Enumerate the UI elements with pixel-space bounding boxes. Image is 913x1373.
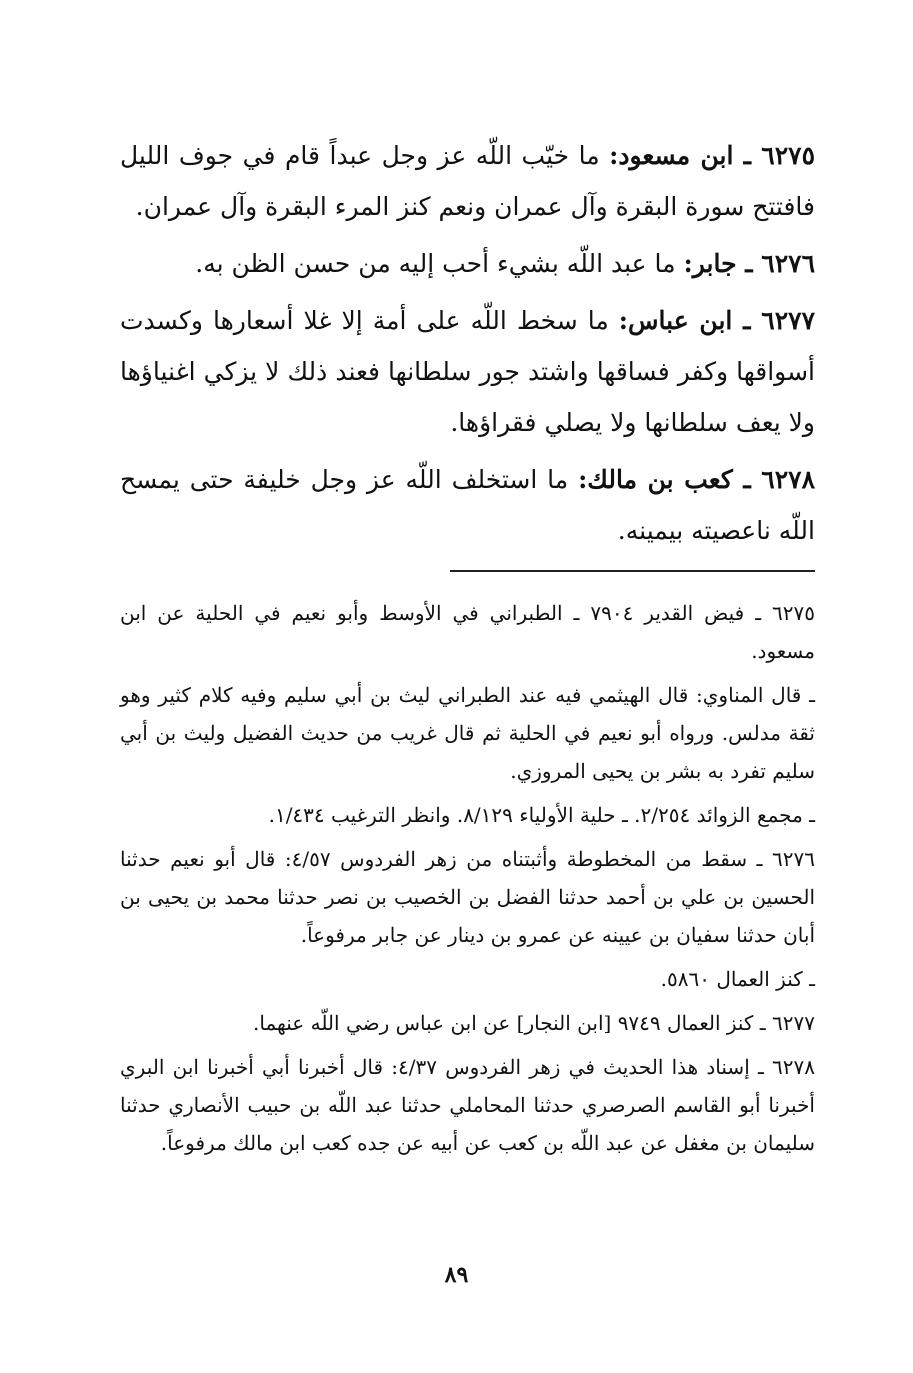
entry-text: ما سخط اللّه على أمة إلا غلا أسعارها وكسدت أسواقها وكفر فساقها واشتد جور سلطانها فعند ذلك لا يزكي اغنياؤها ولا يعف سلطانها ولا يصلي فقراؤها. — [120, 306, 815, 437]
entry-heading: ٦٢٧٦ ـ جابر: — [683, 249, 815, 278]
hadith-entry-6275 — [120, 130, 815, 232]
footnote-6276-kanz: ـ كنز العمال ٥٨٦٠. — [660, 967, 815, 991]
footnote-6275-sources: ـ مجمع الزوائد ٢/٢٥٤. ـ حلية الأولياء ٨/١٢٩. وانظر الترغيب ١/٤٣٤. — [268, 803, 815, 827]
footnote-6275-munawi: ـ قال المناوي: قال الهيثمي فيه عند الطبراني ليث بن أبي سليم وفيه كلام كثير وهو ثقة مدلس. ورواه أبو نعيم في الحلية ثم قال غريب من حديث الفضيل وليث بن أبي سليم تفرد به بشر بن يحيى المروزي. — [120, 683, 815, 783]
page-number: ٨٩ — [444, 1262, 469, 1288]
entry-text: ما استخلف اللّه عز وجل خليفة حتى يمسح اللّه ناعصيته بيمينه. — [120, 465, 815, 545]
entry-text: ما عبد اللّه بشيء أحب إليه من حسن الظن به. — [195, 249, 684, 278]
hadith-entry-6278 — [120, 454, 815, 556]
footnote-6275: ٦٢٧٥ ـ فيض القدير ٧٩٠٤ ـ الطبراني في الأوسط وأبو نعيم في الحلية عن ابن مسعود. — [120, 601, 815, 663]
footnote-6277: ٦٢٧٧ ـ كنز العمال ٩٧٤٩ [ابن النجار] عن ابن عباس رضي اللّه عنهما. — [253, 1011, 815, 1035]
page-body — [120, 130, 815, 1168]
entry-heading: ٦٢٧٥ ـ ابن مسعود: — [609, 141, 815, 170]
footnote-6278: ٦٢٧٨ ـ إسناد هذا الحديث في زهر الفردوس ٤/٣٧: قال أخبرنا أبي أخبرنا ابن البري أخبرنا أبو القاسم الصرصري حدثنا المحاملي حدثنا عبد اللّه بن حبيب الأنصاري حدثنا سليمان بن مغفل عن عبد اللّه بن كعب عن أبيه عن جده كعب ابن مالك مرفوعاً. — [120, 1055, 816, 1155]
footnote-6276: ٦٢٧٦ ـ سقط من المخطوطة وأثبتناه من زهر الفردوس ٤/٥٧: قال أبو نعيم حدثنا الحسين بن علي بن أحمد حدثنا الفضل بن الخصيب بن نصر حدثنا محمد بن يحيى بن أبان حدثنا سفيان بن عيينه عن عمرو بن دينار عن جابر مرفوعاً. — [120, 847, 815, 947]
entry-text: ما خيّب اللّه عز وجل عبداً قام في جوف الليل فافتتح سورة البقرة وآل عمران ونعم كنز المرء البقرة وآل عمران. — [120, 141, 815, 221]
entry-heading: ٦٢٧٧ ـ ابن عباس: — [618, 306, 815, 335]
entry-heading: ٦٢٧٨ ـ كعب بن مالك: — [578, 465, 815, 494]
hadith-entry-6277 — [120, 295, 815, 448]
footnote-divider — [450, 570, 815, 572]
hadith-entry-6276 — [120, 238, 815, 289]
